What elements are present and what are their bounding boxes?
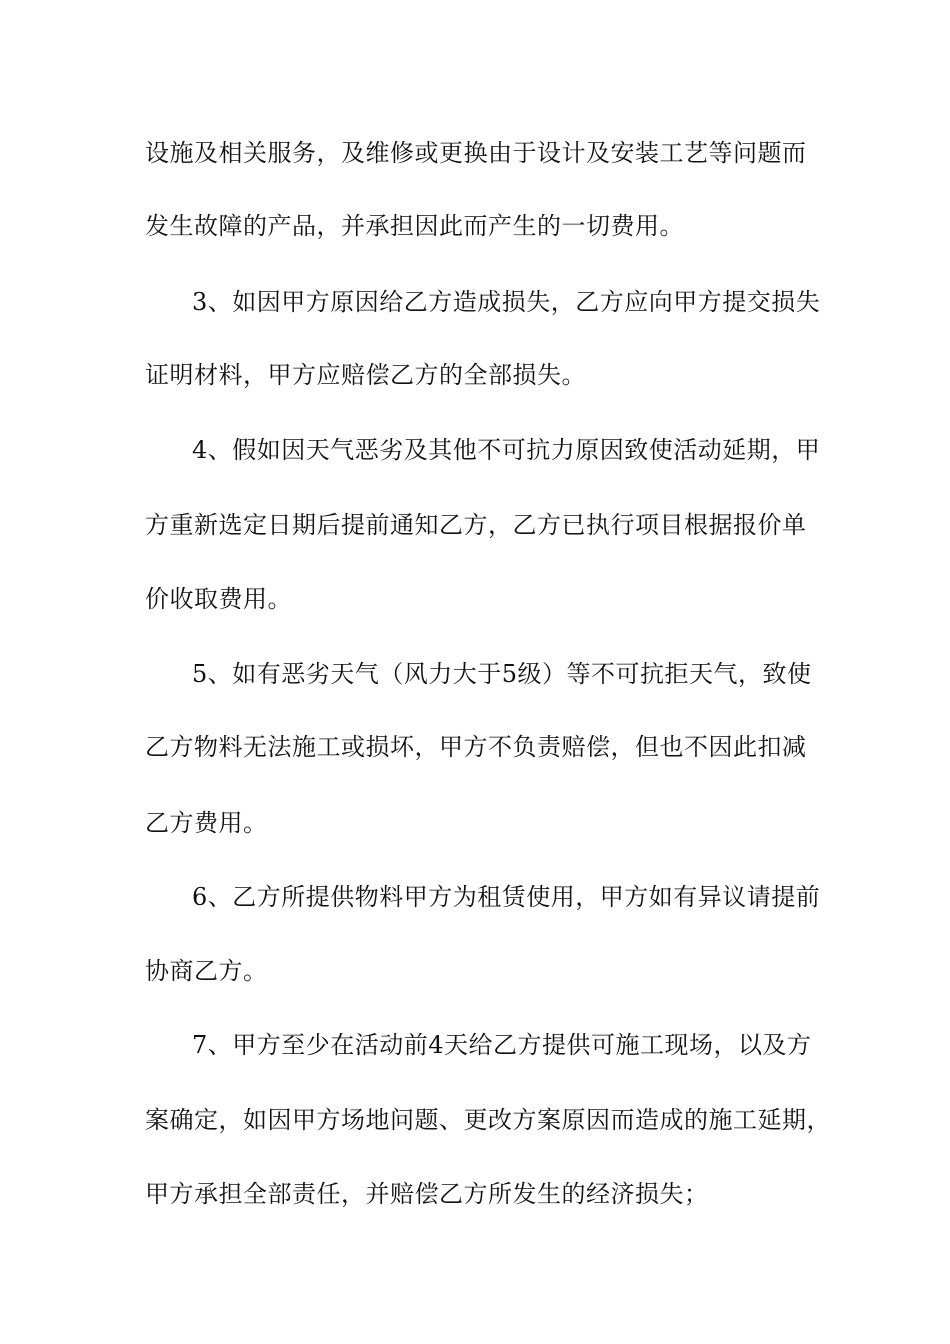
clause-4-line-2: 方重新选定日期后提前通知乙方，乙方已执行项目根据报价单 — [145, 511, 807, 539]
clause-3-line-1: 3、如因甲方原因给乙方造成损失，乙方应向甲方提交损失 — [192, 288, 821, 316]
clause-6-line-2: 协商乙方。 — [145, 957, 268, 985]
clause-4-line-1: 4、假如因天气恶劣及其他不可抗力原因致使活动延期，甲 — [192, 436, 821, 464]
clause-7-line-2: 案确定，如因甲方场地问题、更改方案原因而造成的施工延期， — [145, 1106, 831, 1134]
clause-4-line-3: 价收取费用。 — [145, 585, 292, 613]
clause-5-line-3: 乙方费用。 — [145, 809, 268, 837]
clause-7-line-3: 甲方承担全部责任，并赔偿乙方所发生的经济损失； — [145, 1180, 709, 1208]
clause-5-line-2: 乙方物料无法施工或损坏，甲方不负责赔偿，但也不因此扣减 — [145, 733, 807, 761]
clause-7-line-1: 7、甲方至少在活动前4天给乙方提供可施工现场，以及方 — [192, 1031, 812, 1059]
clause-5-line-1: 5、如有恶劣天气（风力大于5级）等不可抗拒天气，致使 — [192, 660, 812, 688]
clause-6-line-1: 6、乙方所提供物料甲方为租赁使用，甲方如有异议请提前 — [192, 883, 821, 911]
paragraph-2-line-2: 设施及相关服务，及维修或更换由于设计及安装工艺等问题而 — [145, 139, 807, 167]
paragraph-2-line-3: 发生故障的产品，并承担因此而产生的一切费用。 — [145, 212, 684, 240]
clause-3-line-2: 证明材料，甲方应赔偿乙方的全部损失。 — [145, 361, 586, 389]
